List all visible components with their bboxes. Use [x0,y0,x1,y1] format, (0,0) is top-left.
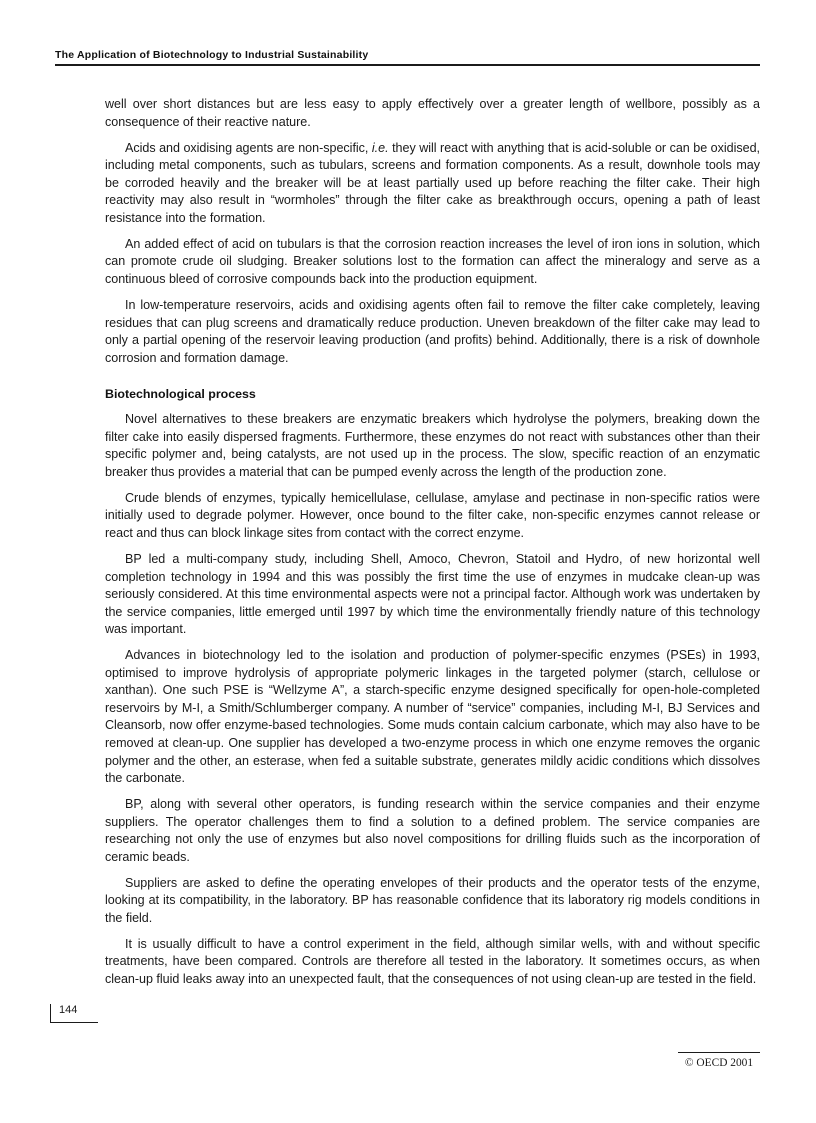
paragraph-acids-italic-ie: i.e. [371,140,389,155]
running-header-title: The Application of Biotechnology to Industrial Sustainability [55,49,369,61]
paragraph-wellbore: well over short distances but are less easy to apply effectively over a greater length of wellbore, possibly as a consequence of their reactive nature. [105,97,760,129]
paragraph-advances-biotech: Advances in biotechnology led to the isolation and production of polymer-specific enzymes (PSEs) in 1993, optimised to improve hydrolysis of appropriate polymeric linkages in the targeted polymer (starch, cellulose or xanthan). One such PSE is “Wellzyme A”, a starch-specific enzyme designed specifically for open-hole-completed reservoirs by M-I, a Smith/Schlumberger company. A number of “service” companies, including M-I, BJ Services and Cleansorb, now offer enzyme-based technologies. Some muds contain calcium carbonate, which may also have to be removed at clean-up. One supplier has developed a two-enzyme process in which one enzyme removes the organic polymer and the other, an esterase, when fed a suitable substrate, generates mildly acidic conditions which dissolves the carbonate. [105,648,760,786]
running-header-rule [55,64,760,66]
paragraph-suppliers: Suppliers are asked to define the operating envelopes of their products and the operator tests of the enzyme, looking at its compatibility, in the laboratory. BP has reasonable confidence that its laboratory rig models conditions in the field. [105,875,760,925]
body-text-column [105,96,760,989]
page-footer [678,1052,760,1070]
paragraph-control-experiment: It is usually difficult to have a control experiment in the field, although similar wells, with and without specific treatments, have been compared. Controls are therefore all tested in the laboratory. It sometimes occurs, as when clean-up fluid leaks away into an unexpected fault, that the consequences of not using clean-up are tested in the field. [105,936,760,987]
paragraph-low-temperature: In low-temperature reservoirs, acids and oxidising agents often fail to remove the filter cake completely, leaving residues that can plug screens and dramatically reduce production. Uneven breakdown of the filter cake may lead to only a partial opening of the reservoir leaving production (and profits) behind. Additionally, there is a risk of downhole corrosion and formation damage. [105,297,760,365]
paragraph-bp-funding: BP, along with several other operators, is funding research within the service companies and their enzyme suppliers. The operator challenges them to find a solution to a defined problem. The service companies are researching not only the use of enzymes but also novel compositions for drilling fluids such as the incorporation of ceramic beads. [105,797,760,864]
folio-vertical-rule [50,1004,51,1023]
paragraph-acids-oxidising [105,140,760,228]
folio-page-number [48,1003,104,1029]
footer-rule [678,1052,760,1053]
folio-horizontal-rule [50,1022,98,1023]
paragraph-acids-text-before: Acids and oxidising agents are non-specific, [125,140,372,155]
paragraph-crude-blends: Crude blends of enzymes, typically hemicellulase, cellulase, amylase and pectinase in non-specific ratios were initially used to degrade polymer. However, once bound to the filter cake, non-specific enzymes cannot release or react and thus can block linkage sites from contact with the correct enzyme. [105,490,760,540]
section-subheading: Biotechnological process [105,387,256,402]
paragraph-novel-alternatives: Novel alternatives to these breakers are enzymatic breakers which hydrolyse the polymers, breaking down the filter cake into easily dispersed fragments. Furthermore, these enzymes do not react with substances other than their specific polymer and, being catalysts, are not used up in the process. The slow, specific reaction of an enzymatic breaker thus provides a material that can be pumped evenly across the length of the production zone. [105,412,760,479]
folio-number-text: 144 [59,1004,78,1016]
running-header [55,48,760,66]
footer-copyright: © OECD 2001 [684,1057,754,1069]
paragraph-acids-text-after: they will react with anything that is acid-soluble or can be oxidised, including metal components, such as tubulars, screens and formation components. As a result, downhole tools may be corroded heavily and the breaker will be at least partially used up before reaching the filter cake. Their high reactivity may also result in “wormholes” through the filter cake as breakthrough occurs, opening a path of least resistance into the formation. [105,140,760,225]
paragraph-acid-tubulars: An added effect of acid on tubulars is that the corrosion reaction increases the level of iron ions in solution, which can promote crude oil sludging. Breaker solutions lost to the formation can affect the mineralogy and serve as a continuous bleed of corrosive compounds back into the production equipment. [105,236,760,286]
paragraph-bp-study: BP led a multi-company study, including Shell, Amoco, Chevron, Statoil and Hydro, of new horizontal well completion technology in 1994 and this was possibly the first time the use of enzymes in mudcake clean-up was seriously considered. At this time environmental aspects were not a principal factor. Although work was undertaken by the service companies, little emerged until 1997 by which time the environmentally friendly nature of this technology was important. [105,551,760,637]
